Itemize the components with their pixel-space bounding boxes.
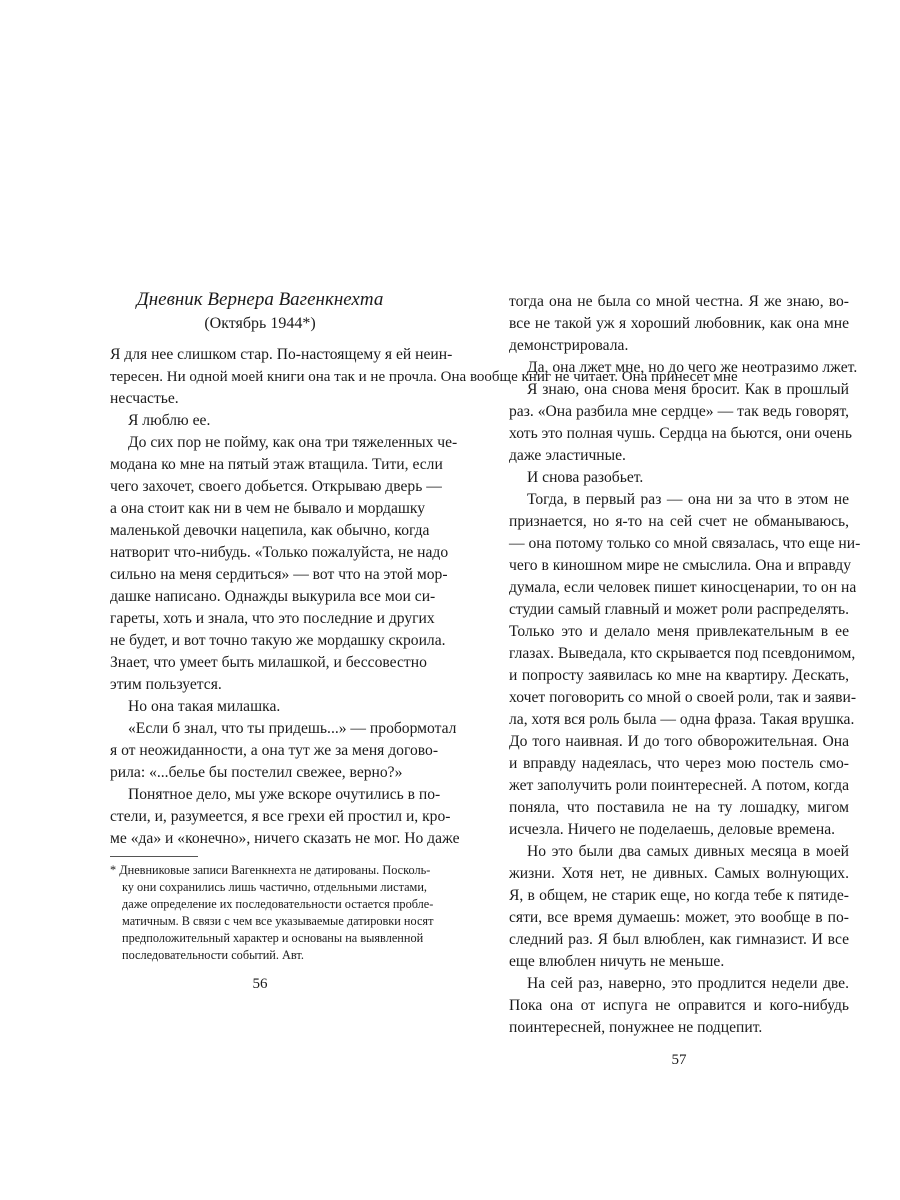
- text-line: хоть это полная чушь. Сердца на бьются, они очень: [509, 425, 852, 442]
- text-line: ме «да» и «конечно», ничего сказать не мог. Но даже: [110, 830, 460, 847]
- text-line: сяти, все время думаешь: может, это вообще в по-: [509, 909, 849, 926]
- text-line: гареты, хоть и знала, что это последние и других: [110, 610, 435, 627]
- text-line: Только это и делало меня привлекательным в ее: [509, 623, 849, 640]
- text-line: Понятное дело, мы уже вскоре очутились в по-: [128, 786, 441, 803]
- footnote-line: ку они сохранились лишь частично, отдельными листами,: [122, 880, 427, 894]
- text-line: хочет поговорить со мной о своей роли, так и заяви-: [509, 689, 857, 706]
- text-line: Да, она лжет мне, но до чего же неотразимо лжет.: [527, 359, 858, 376]
- text-line: На сей раз, наверно, это продлится недели две.: [527, 975, 849, 992]
- text-line: демонстрировала.: [509, 337, 629, 354]
- text-line: Пока она от испуга не оправится и кого-нибудь: [509, 997, 849, 1014]
- footnote-line: даже определение их последовательности остается пробле-: [122, 897, 434, 911]
- text-line: и вправду надеялась, что через мою постель смо-: [509, 755, 849, 772]
- text-line: студии самый главный и может роли распределять.: [509, 601, 849, 618]
- text-line: стели, и, разумеется, я все грехи ей простил и, кро-: [110, 808, 451, 825]
- text-line: жизни. Хотя нет, не дивных. Самых волнующих.: [509, 865, 849, 882]
- text-line: Но это были два самых дивных месяца в моей: [527, 843, 849, 860]
- text-line: а она стоит как ни в чем не бывало и мордашку: [110, 500, 426, 517]
- text-line: несчастье.: [110, 390, 179, 407]
- text-line: И снова разобьет.: [527, 469, 644, 486]
- text-line: модана ко мне на пятый этаж втащила. Тити, если: [110, 456, 443, 473]
- footnote-rule: [110, 856, 198, 857]
- text-line: рила: «...белье бы постелил свежее, верно?»: [110, 764, 403, 781]
- text-line: я от неожиданности, а она тут же за меня догово-: [110, 742, 439, 759]
- text-line: ла, хотя вся роль была — одна фраза. Такая врушка.: [509, 711, 855, 728]
- chapter-date: (Октябрь 1944*): [204, 315, 316, 332]
- page-number: 57: [671, 1052, 687, 1068]
- text-line: чего захочет, своего добьется. Открываю дверь —: [110, 478, 442, 495]
- text-line: думала, если человек пишет киносценарии, то он на: [509, 579, 857, 596]
- text-line: поинтересней, понужнее не подцепит.: [509, 1019, 763, 1036]
- text-line: сильно на меня сердиться» — вот что на этой мор-: [110, 566, 448, 583]
- text-line: До того наивная. И до того обворожительная. Она: [509, 733, 849, 750]
- text-line: еще влюблен ничуть не меньше.: [509, 953, 725, 970]
- text-line: Знает, что умеет быть милашкой, и бессовестно: [110, 654, 427, 671]
- text-line: и попросту заявилась ко мне на квартиру. Дескать,: [509, 667, 849, 684]
- text-line: признается, но я-то на сей счет не обманываюсь,: [509, 513, 849, 530]
- text-line: раз. «Она разбила мне сердце» — так ведь говорят,: [509, 403, 849, 420]
- chapter-title: Дневник Вернера Вагенкнехта: [136, 289, 384, 310]
- text-line: Я для нее слишком стар. По-настоящему я ей неин-: [110, 346, 453, 363]
- footnote-line: матичным. В связи с чем все указываемые датировки носят: [122, 914, 434, 928]
- text-line: маленькой девочки нацепила, как обычно, когда: [110, 522, 430, 539]
- text-line: исчезла. Ничего не поделаешь, деловые времена.: [509, 821, 836, 838]
- text-line: глазах. Выведала, кто скрывается под псевдонимом,: [509, 645, 856, 662]
- text-line: поняла, что поставила не на ту лошадку, мигом: [509, 799, 849, 816]
- text-line: Тогда, в первый раз — она ни за что в этом не: [527, 491, 849, 508]
- text-line: «Если б знал, что ты придешь...» — пробормотал: [128, 720, 457, 737]
- text-line: Но она такая милашка.: [128, 698, 281, 715]
- footnote-line: последовательности событий. Авт.: [122, 948, 304, 962]
- text-line: следний раз. Я был влюблен, как гимназист. И все: [509, 931, 849, 948]
- text-line: Я люблю ее.: [128, 412, 211, 429]
- text-line: жет заполучить роли поинтересней. А потом, когда: [509, 777, 849, 794]
- text-line: тогда она не была со мной честна. Я же знаю, во-: [509, 293, 849, 310]
- text-line: все не такой уж я хороший любовник, как она мне: [509, 315, 849, 332]
- footnote-line: * Дневниковые записи Вагенкнехта не датированы. Посколь-: [110, 863, 431, 877]
- page-number: 56: [252, 976, 268, 992]
- text-line: этим пользуется.: [110, 676, 222, 693]
- text-line: натворит что-нибудь. «Только пожалуйста, не надо: [110, 544, 449, 561]
- text-line: не будет, и вот точно такую же мордашку скроила.: [110, 632, 446, 649]
- text-line: Я знаю, она снова меня бросит. Как в прошлый: [527, 381, 849, 398]
- text-line: тересен. Ни одной моей книги она так и не прочла. Она вообще книг не читает. Она принесет мне: [110, 369, 738, 385]
- text-line: Я, в общем, не старик еще, но когда тебе к пятиде-: [509, 887, 849, 904]
- text-line: — она потому только со мной связалась, что еще ни-: [509, 535, 861, 552]
- text-line: чего в киношном мире не смыслила. Она и вправду: [509, 557, 852, 574]
- text-line: До сих пор не пойму, как она три тяжеленных че-: [128, 434, 458, 451]
- text-line: даже эластичные.: [509, 447, 626, 464]
- footnote-line: предположительный характер и основаны на выявленной: [122, 931, 424, 945]
- text-line: дашке написано. Однажды выкурила все мои си-: [110, 588, 436, 605]
